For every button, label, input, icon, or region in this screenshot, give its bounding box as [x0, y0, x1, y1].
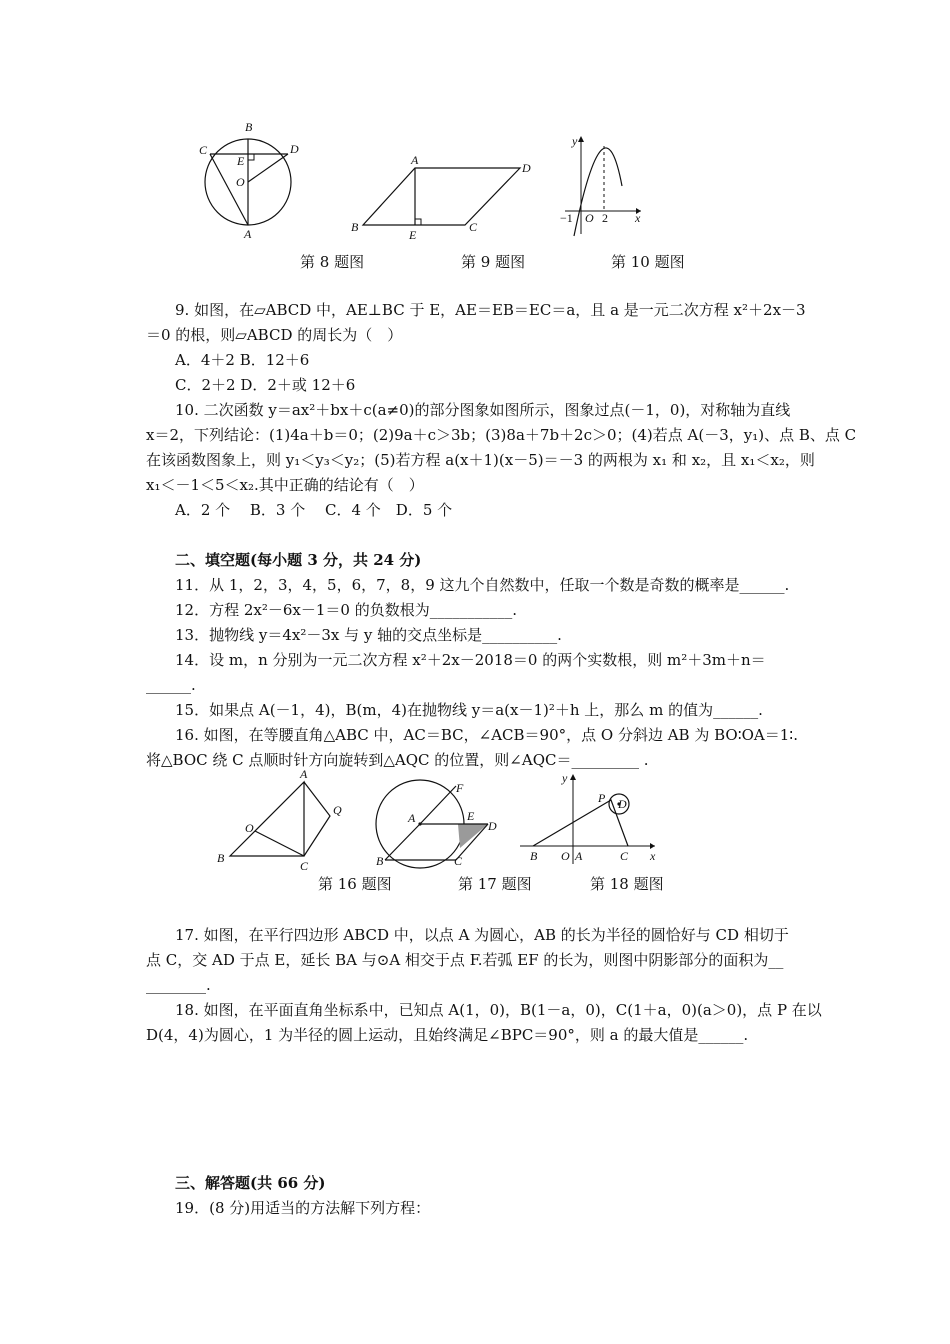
- q19: 19．(8 分)用适当的方法解下列方程：: [175, 1199, 431, 1217]
- q18-line-1: 18. 如图，在平面直角坐标系中，已知点 A(1，0)，B(1－a，0)，C(1＋a，0)(a＞0)，点 P 在以: [175, 1001, 822, 1019]
- q9-options-1: A．4＋2 B．12＋6: [175, 351, 310, 369]
- fig17-label-B: B: [376, 854, 384, 868]
- fig10-label-minus1: −1: [560, 211, 573, 225]
- fig18-label-B: B: [530, 849, 538, 863]
- fig16-label-C: C: [300, 859, 309, 873]
- caption-fig16: 第 16 题图: [318, 875, 392, 893]
- fig9-label-C: C: [469, 220, 478, 234]
- fig9-label-E: E: [409, 228, 417, 242]
- q17-line-3: ________.: [146, 976, 211, 994]
- fig8-label-C: C: [199, 143, 208, 157]
- q12: 12．方程 2x²－6x－1＝0 的负数根为___________.: [175, 601, 517, 619]
- q15: 15．如果点 A(－1，4)，B(m，4)在抛物线 y＝a(x－1)²＋h 上，那么 m 的值为______.: [175, 701, 763, 719]
- q17-line-1: 17. 如图，在平行四边形 ABCD 中，以点 A 为圆心，AB 的长为半径的圆恰好与 CD 相切于: [175, 926, 789, 944]
- caption-fig10: 第 10 题图: [611, 253, 685, 271]
- fig18-label-D: D: [618, 797, 627, 811]
- caption-fig8: 第 8 题图: [300, 253, 365, 271]
- fig8-label-D: D: [290, 142, 299, 156]
- q10-line-2: x＝2，下列结论：(1)4a＋b＝0；(2)9a＋c＞3b；(3)8a＋7b＋2c＞0；(4)若点 A(－3，y₁)、点 B、点 C: [146, 426, 857, 444]
- fig17-label-A: A: [408, 811, 416, 825]
- fig16-label-O: O: [245, 821, 254, 835]
- fig10-label-2: 2: [602, 211, 608, 225]
- q9-line-1: 9. 如图，在▱ABCD 中，AE⊥BC 于 E，AE＝EB＝EC＝a，且 a 是一元二次方程 x²＋2x－3: [175, 301, 806, 319]
- fig18-label-x: x: [650, 849, 656, 863]
- section-3-title: 三、解答题(共 66 分): [175, 1174, 326, 1192]
- q10-line-1: 10. 二次函数 y＝ax²＋bx＋c(a≠0)的部分图象如图所示，图象过点(－1，0)，对称轴为直线: [175, 401, 791, 419]
- figure-17-circle-parallelogram: [368, 772, 508, 872]
- fig8-label-B: B: [245, 120, 253, 134]
- fig9-label-A: A: [411, 153, 419, 167]
- fig10-label-O: O: [585, 211, 594, 225]
- q9-line-2: ＝0 的根，则▱ABCD 的周长为（ ）: [146, 326, 403, 344]
- figure-18-coordinate-circle: [515, 768, 665, 868]
- fig10-label-y: y: [572, 134, 578, 148]
- fig18-label-P: P: [598, 791, 606, 805]
- fig16-label-A: A: [300, 768, 308, 781]
- q17-line-2: 点 C，交 AD 于点 E，延长 BA 与⊙A 相交于点 F.若弧 EF 的长为，则图中阴影部分的面积为__: [146, 951, 784, 969]
- q14-line-2: ______.: [146, 676, 196, 694]
- figure-16-triangle: [212, 768, 352, 873]
- fig8-label-E: E: [237, 154, 245, 168]
- q18-line-2: D(4，4)为圆心，1 为半径的圆上运动，且始终满足∠BPC＝90°，则 a 的最大值是______.: [146, 1026, 749, 1044]
- q14-line-1: 14．设 m，n 分别为一元二次方程 x²＋2x－2018＝0 的两个实数根，则 m²＋3m＋n＝: [175, 651, 766, 669]
- figure-8-circle-diagram: [195, 118, 305, 243]
- fig18-label-A: A: [575, 849, 583, 863]
- caption-fig17: 第 17 题图: [458, 875, 532, 893]
- q9-options-2: C．2＋2 D．2＋或 12＋6: [175, 376, 356, 394]
- fig18-label-O: O: [561, 849, 570, 863]
- fig18-label-C: C: [620, 849, 629, 863]
- fig16-label-Q: Q: [333, 803, 342, 817]
- fig18-label-y: y: [562, 771, 568, 785]
- fig17-label-F: F: [456, 781, 464, 795]
- caption-fig18: 第 18 题图: [590, 875, 664, 893]
- caption-fig9: 第 9 题图: [461, 253, 526, 271]
- fig9-label-B: B: [351, 220, 359, 234]
- fig17-label-C: C: [454, 854, 463, 868]
- fig8-label-A: A: [244, 227, 252, 241]
- q16-line-2: 将△BOC 绕 C 点顺时针方向旋转到△AQC 的位置，则∠AQC＝_________ .: [146, 751, 649, 769]
- fig16-label-B: B: [217, 851, 225, 865]
- fig17-label-D: D: [488, 819, 497, 833]
- section-2-title: 二、填空题(每小题 3 分，共 24 分): [175, 551, 422, 569]
- q10-line-3: 在该函数图象上，则 y₁＜y₃＜y₂；(5)若方程 a(x＋1)(x－5)＝－3 的两根为 x₁ 和 x₂，且 x₁＜x₂，则: [146, 451, 815, 469]
- q10-options: A．2 个 B．3 个 C．4 个 D．5 个: [175, 501, 453, 519]
- fig8-label-O: O: [236, 175, 245, 189]
- q10-line-4: x₁＜－1＜5＜x₂.其中正确的结论有（ ）: [146, 476, 424, 494]
- fig17-label-E: E: [467, 809, 475, 823]
- fig9-label-D: D: [522, 161, 531, 175]
- figure-9-parallelogram: [345, 150, 535, 245]
- fig10-label-x: x: [635, 211, 641, 225]
- q11: 11．从 1，2，3，4，5，6，7，8，9 这九个自然数中，任取一个数是奇数的概率是______.: [175, 576, 790, 594]
- q16-line-1: 16. 如图，在等腰直角△ABC 中，AC＝BC，∠ACB＝90°，点 O 分斜边 AB 为 BO∶OA＝1∶.: [175, 726, 798, 744]
- figure-10-parabola: [555, 128, 650, 240]
- q13: 13．抛物线 y＝4x²－3x 与 y 轴的交点坐标是__________.: [175, 626, 562, 644]
